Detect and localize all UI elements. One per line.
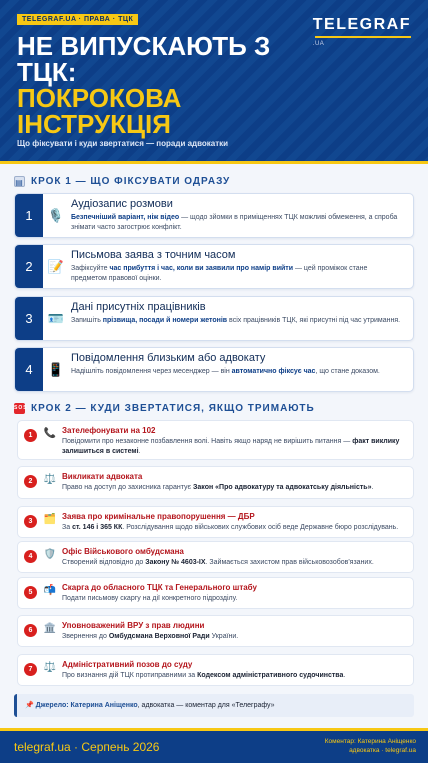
step2-row-heading: Офіс Військового омбудсмана bbox=[62, 547, 184, 556]
step-number: 1 bbox=[15, 194, 43, 237]
step1-card[interactable] bbox=[14, 193, 414, 238]
page-title bbox=[17, 33, 307, 137]
memo-icon: 📝 bbox=[47, 258, 65, 274]
step2-row-heading: Заява про кримінальне правопорушення — ДБР bbox=[62, 512, 255, 521]
description-text: Подати письмову скаргу на дії конкретного підрозділу. bbox=[62, 595, 238, 602]
description-emphasis: факт виклику залишиться в системі bbox=[62, 438, 400, 455]
step1-card[interactable] bbox=[14, 244, 414, 289]
phone-icon: 📱 bbox=[47, 361, 65, 377]
title-line-1: НЕ ВИПУСКАЮТЬ З ТЦК: bbox=[17, 31, 271, 87]
description-text: Про визнання дій ТЦК протиправними за bbox=[62, 672, 198, 679]
header-banner bbox=[0, 0, 428, 164]
step1-card-heading: Аудіозапис розмови bbox=[71, 198, 173, 210]
step1-card-body bbox=[69, 348, 413, 391]
page-subtitle: Що фіксувати і куди звертатися — поради адвокатки bbox=[17, 139, 229, 148]
logo-underline bbox=[315, 36, 411, 38]
step2-row-description bbox=[62, 594, 408, 604]
description-text: , що стане доказом. bbox=[315, 368, 380, 375]
step1-card-heading: Дані присутніх працівників bbox=[71, 301, 206, 313]
step-number: 4 bbox=[15, 348, 43, 391]
step2-number-badge: 2 bbox=[24, 475, 37, 488]
step2-heading bbox=[14, 403, 315, 414]
step2-row-heading: Скарга до обласного ТЦК та Генерального штабу bbox=[62, 583, 257, 592]
source-label: Джерело: Катерина Аніщенко bbox=[35, 702, 138, 709]
description-emphasis: ст. 146 і 365 КК bbox=[72, 524, 123, 531]
description-text: Повідомити про незаконне позбавлення волі. Навіть якщо наряд не вирішить питання — bbox=[62, 438, 353, 445]
description-text: Зафіксуйте bbox=[71, 265, 110, 272]
step-number: 2 bbox=[15, 245, 43, 288]
step2-number-badge: 6 bbox=[24, 624, 37, 637]
step1-card-description bbox=[71, 213, 405, 233]
sos-icon: SOS bbox=[14, 403, 25, 414]
step2-row-description bbox=[62, 558, 408, 568]
description-text: — цей проміжок стане предметом правової оцінки. bbox=[71, 265, 368, 282]
description-text: Запишіть bbox=[71, 317, 103, 324]
logo-wordmark: TELEGRAF bbox=[312, 16, 411, 33]
step2-number-badge: 5 bbox=[24, 586, 37, 599]
folder-icon: 🗂️ bbox=[43, 514, 57, 525]
step2-row-description bbox=[62, 671, 408, 681]
step2-number-badge: 7 bbox=[24, 663, 37, 676]
title-line-2: ПОКРОКОВА ІНСТРУКЦІЯ bbox=[17, 83, 182, 139]
step2-number-badge: 4 bbox=[24, 550, 37, 563]
step2-row[interactable] bbox=[17, 541, 414, 573]
description-emphasis: Безпечніший варіант, ніж відео bbox=[71, 214, 180, 221]
description-text: За bbox=[62, 524, 73, 531]
footer-site-date bbox=[14, 740, 159, 754]
step1-card-description bbox=[71, 316, 405, 326]
step2-number-badge: 1 bbox=[24, 429, 37, 442]
telegraf-logo[interactable] bbox=[313, 16, 411, 47]
step2-row-heading: Адміністративний позов до суду bbox=[62, 660, 193, 669]
description-text: Надішліть повідомлення через месенджер — він bbox=[71, 368, 232, 375]
step2-row-heading: Зателефонувати на 102 bbox=[62, 426, 156, 435]
step2-row[interactable] bbox=[17, 466, 414, 499]
step2-row[interactable] bbox=[17, 420, 414, 460]
source-note bbox=[14, 694, 414, 717]
step2-title: КРОК 2 — КУДИ ЗВЕРТАТИСЯ, ЯКЩО ТРИМАЮТЬ bbox=[31, 403, 315, 414]
description-text: . bbox=[138, 448, 141, 455]
mailbox-icon: 📬 bbox=[43, 585, 57, 596]
description-emphasis: прізвища, посади й номери жетонів bbox=[102, 317, 228, 324]
step1-card[interactable] bbox=[14, 347, 414, 392]
step1-card-description bbox=[71, 367, 405, 377]
step2-row[interactable] bbox=[17, 577, 414, 609]
description-text: Звернення до bbox=[62, 633, 109, 640]
telephone-icon: 📞 bbox=[43, 428, 57, 439]
step2-number-badge: 3 bbox=[24, 515, 37, 528]
clipboard-icon: ▤ bbox=[15, 178, 24, 187]
step2-row-description bbox=[62, 523, 408, 533]
source-rest: , адвокатка — коментар для «Телеграфу» bbox=[137, 702, 275, 709]
description-emphasis: Закону № 4603-IX bbox=[145, 559, 206, 566]
step1-card-heading: Письмова заява з точним часом bbox=[71, 249, 236, 261]
step1-card-body bbox=[69, 245, 413, 288]
step2-row[interactable] bbox=[17, 506, 414, 538]
footer-separator: · bbox=[70, 740, 82, 754]
step2-row-heading: Уповноважений ВРУ з прав людини bbox=[62, 621, 205, 630]
step2-row-description bbox=[62, 437, 408, 457]
step1-card[interactable] bbox=[14, 296, 414, 341]
description-text: . Займається захистом прав військовозобов'язаних. bbox=[205, 559, 374, 566]
step2-row[interactable] bbox=[17, 654, 414, 686]
description-text: . bbox=[343, 672, 346, 679]
step-number: 3 bbox=[15, 297, 43, 340]
footer-date: Серпень 2026 bbox=[81, 740, 160, 754]
description-text: . Розслідування щодо військових службових осіб веде Державне бюро розслідувань. bbox=[122, 524, 399, 531]
logo-domain: .UA bbox=[312, 41, 325, 47]
step1-title: КРОК 1 — ЩО ФІКСУВАТИ ОДРАЗУ bbox=[31, 176, 231, 187]
step2-row-description bbox=[62, 632, 408, 642]
step1-card-description bbox=[71, 264, 405, 284]
government-building-icon: 🏛️ bbox=[43, 623, 57, 634]
description-emphasis: Кодексом адміністративного судочинства bbox=[197, 672, 344, 679]
step2-row-description bbox=[62, 483, 408, 493]
description-text: Створений відповідно до bbox=[62, 559, 146, 566]
description-text: Право на доступ до захисника гарантує bbox=[62, 484, 194, 491]
footer-credit-line-2: адвокатка · telegraf.ua bbox=[349, 747, 416, 754]
description-emphasis: Закон «Про адвокатуру та адвокатську діяльність» bbox=[193, 484, 372, 491]
step2-row[interactable] bbox=[17, 615, 414, 647]
description-emphasis: час прибуття і час, коли ви заявили про намір вийти bbox=[109, 265, 294, 272]
description-text: . bbox=[371, 484, 374, 491]
description-emphasis: автоматично фіксує час bbox=[231, 368, 316, 375]
step1-card-body bbox=[69, 297, 413, 340]
id-card-icon: 🪪 bbox=[47, 310, 65, 326]
scales-icon: ⚖️ bbox=[43, 474, 57, 485]
description-text: — щодо зйомки в приміщеннях ТЦК можливі обмеження, а спроба знімати часто загострює конфлікт. bbox=[71, 214, 398, 231]
footer-credit bbox=[325, 737, 416, 755]
category-tag[interactable]: TELEGRAF.UA · ПРАВА · ТЦК bbox=[17, 14, 138, 25]
microphone-icon: 🎙️ bbox=[47, 207, 65, 223]
pin-icon: 📌 bbox=[25, 702, 34, 709]
footer bbox=[0, 728, 428, 763]
footer-credit-line-1: Коментар: Катерина Аніщенко bbox=[324, 738, 416, 745]
shield-icon: 🛡️ bbox=[43, 549, 57, 560]
description-emphasis: Омбудсмана Верховної Ради bbox=[108, 633, 210, 640]
description-text: всіх працівників ТЦК, які присутні під час утримання. bbox=[227, 317, 401, 324]
step1-card-heading: Повідомлення близьким або адвокату bbox=[71, 352, 266, 364]
footer-site-link[interactable]: telegraf.ua bbox=[14, 740, 71, 754]
step1-card-body bbox=[69, 194, 413, 237]
step2-row-heading: Викликати адвоката bbox=[62, 472, 143, 481]
scales-icon: ⚖️ bbox=[43, 662, 57, 673]
description-text: України. bbox=[209, 633, 239, 640]
step1-heading bbox=[14, 176, 230, 187]
